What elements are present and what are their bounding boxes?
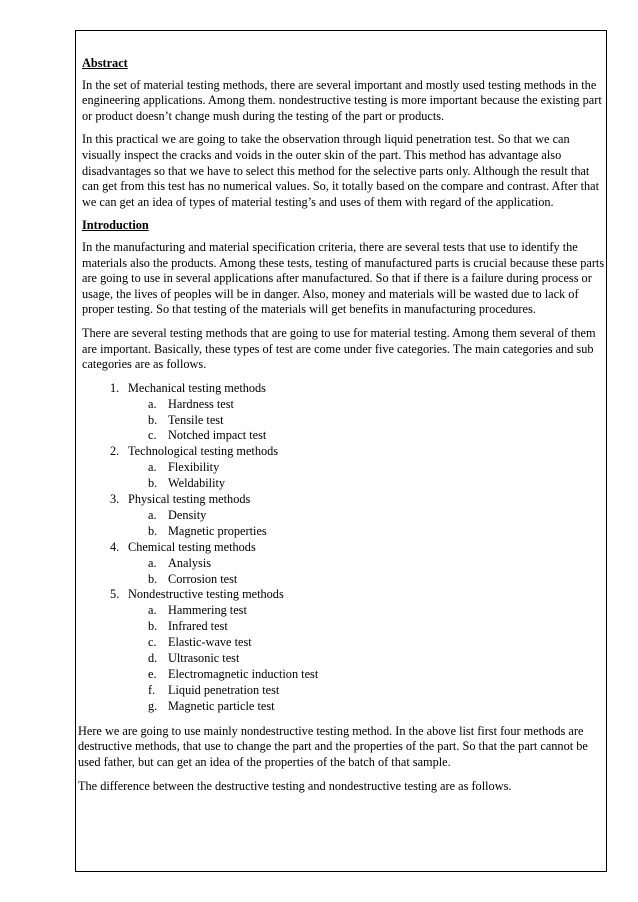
closing-paragraph-1: Here we are going to use mainly nondestructive testing method. In the above list first four methods are destructive methods, that use to change the part and the properties of the part. So that the part cannot be used father, but can get an idea of the properties of the batch of that sample. — [78, 723, 588, 769]
sub-method-letter: b. — [148, 476, 158, 491]
sub-method-label: Magnetic particle test — [168, 698, 275, 713]
sub-method-label: Notched impact test — [168, 428, 267, 443]
sub-method-list — [128, 397, 608, 445]
abstract-heading: Abstract — [82, 56, 128, 70]
sub-method-item — [148, 698, 608, 715]
method-number: 4. — [110, 539, 120, 554]
sub-method-item — [148, 571, 608, 588]
testing-methods-list — [82, 381, 608, 715]
sub-method-item — [148, 651, 608, 667]
abstract-paragraph-2: In this practical we are going to take the observation through liquid penetration test. So that we can visually inspect the cracks and voids in the outer skin of the part. This method has advantage also disadvantages so that we have to select this method for the selective parts only. Although the result that can get from this test has no numerical values. So, it totally based on the compare and contrast. After that we can get an idea of types of material testing’s and uses of them with regard of the application. — [82, 132, 600, 209]
sub-method-list — [128, 603, 608, 714]
sub-method-item — [148, 396, 608, 413]
sub-method-label: Liquid penetration test — [168, 682, 280, 697]
sub-method-item — [148, 428, 608, 444]
sub-method-label: Elastic-wave test — [168, 635, 252, 650]
sub-method-label: Analysis — [168, 555, 212, 570]
sub-method-letter: g. — [148, 698, 158, 713]
sub-method-label: Hardness test — [168, 396, 234, 411]
sub-method-letter: b. — [148, 523, 158, 538]
sub-method-item — [148, 635, 608, 651]
method-label: Nondestructive testing methods — [128, 587, 284, 602]
method-label: Mechanical testing methods — [128, 380, 266, 395]
method-item — [110, 492, 608, 540]
sub-method-item — [148, 682, 608, 699]
sub-method-item — [148, 619, 608, 635]
sub-method-label: Density — [168, 507, 207, 522]
sub-method-item — [148, 412, 608, 429]
sub-method-list — [128, 556, 608, 588]
introduction-paragraph-2: There are several testing methods that are going to use for material testing. Among them several of them are important. Basically, these types of test are come under five categories. The main categories and sub categories are as follows. — [82, 325, 596, 372]
method-item — [110, 587, 608, 714]
sub-method-label: Corrosion test — [168, 571, 238, 586]
method-item — [110, 380, 608, 445]
sub-method-label: Hammering test — [168, 603, 247, 618]
introduction-paragraph-1: In the manufacturing and material specification criteria, there are several tests that use to identify the materials also the products. Among these tests, testing of manufactured parts is crucial because these parts are going to use in several applications after manufactured. So that if there is a failure during process or usage, the lives of peoples will be in danger. Also, money and materials will be wasted due to lack of proper testing. So that testing of the materials will get benefits in manufacturing procedures. — [82, 239, 605, 317]
sub-method-label: Electromagnetic induction test — [168, 667, 319, 681]
method-item — [110, 539, 608, 588]
abstract-section — [78, 56, 608, 715]
method-number: 3. — [110, 492, 120, 507]
sub-method-letter: b. — [148, 412, 158, 427]
sub-method-label: Weldability — [168, 476, 226, 491]
sub-method-letter: c. — [148, 428, 157, 443]
sub-method-list — [128, 508, 608, 540]
sub-method-letter: c. — [148, 635, 157, 650]
sub-method-item — [148, 507, 608, 524]
sub-method-label: Magnetic properties — [168, 523, 267, 538]
sub-method-item — [148, 603, 608, 619]
sub-method-letter: e. — [148, 667, 157, 681]
sub-method-letter: a. — [148, 396, 157, 411]
sub-method-letter: a. — [148, 555, 157, 570]
method-number: 2. — [110, 444, 120, 459]
method-label: Chemical testing methods — [128, 539, 256, 554]
sub-method-letter: f. — [148, 682, 156, 697]
sub-method-item — [148, 476, 608, 492]
sub-method-item — [148, 523, 608, 540]
sub-method-item — [148, 555, 608, 572]
sub-method-item — [148, 667, 608, 683]
method-number: 1. — [110, 380, 120, 395]
sub-method-item — [148, 460, 608, 476]
method-number: 5. — [110, 587, 120, 602]
sub-method-letter: b. — [148, 571, 158, 586]
abstract-paragraph-1: In the set of material testing methods, there are several important and mostly used testing methods in the engineering applications. Among them. nondestructive testing is more important because the existing part or product doesn’t change mush during the testing of the part or products. — [82, 77, 602, 123]
document-body — [78, 56, 608, 802]
method-label: Physical testing methods — [128, 492, 251, 507]
sub-method-letter: b. — [148, 619, 158, 634]
sub-method-letter: d. — [148, 651, 158, 666]
sub-method-label: Ultrasonic test — [168, 651, 240, 666]
sub-method-letter: a. — [148, 603, 157, 618]
sub-method-label: Tensile test — [168, 412, 224, 427]
introduction-heading: Introduction — [82, 218, 149, 233]
sub-method-label: Flexibility — [168, 460, 220, 475]
method-label: Technological testing methods — [128, 444, 279, 459]
sub-method-letter: a. — [148, 507, 157, 522]
sub-method-letter: a. — [148, 460, 157, 475]
sub-method-label: Infrared test — [168, 619, 228, 634]
method-item — [110, 444, 608, 492]
closing-paragraph-2: The difference between the destructive testing and nondestructive testing are as follows. — [78, 778, 512, 793]
sub-method-list — [128, 460, 608, 492]
